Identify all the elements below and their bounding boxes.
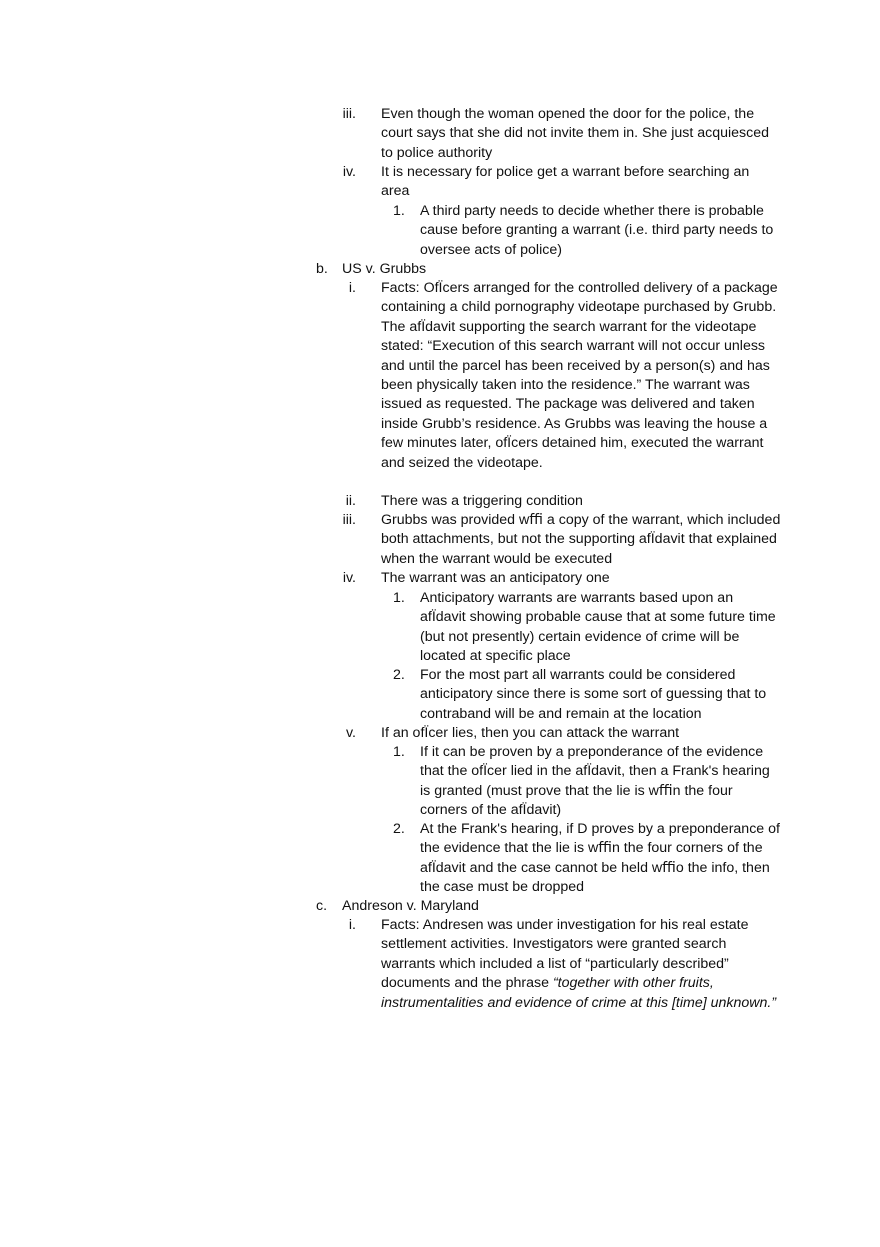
list-item-text: The warrant was an anticipatory one (381, 570, 610, 586)
list-item-text: Anticipatory warrants are warrants based upon an afÏdavit showing probable cause that at some future time (but not presently) certain evidence of crime will be located at specific place (420, 590, 776, 665)
list-marker: iv. (342, 164, 356, 180)
list-item-text: For the most part all warrants could be considered anticipatory since there is some sort of guessing that to contraband will be and remain at the location (420, 667, 767, 722)
list-item-b-v-2 (0, 820, 880, 898)
list-marker: b. (316, 261, 328, 277)
list-marker: 1. (393, 203, 405, 219)
list-item-text: A third party needs to decide whether there is probable cause before granting a warrant (i.e. third party needs to oversee acts of police) (420, 203, 774, 258)
list-marker: 1. (393, 590, 405, 606)
facts-text: Facts: Andresen was under investigation for his real estate settlement activities. Investigators were granted search warrants which included a list of “particularly described” documents and the phrase (381, 917, 749, 992)
list-item-c (0, 897, 880, 917)
list-item-c-i (0, 916, 880, 1036)
list-item-a-iv-1 (0, 202, 880, 262)
list-item-b-iv (0, 569, 880, 589)
list-marker: i. (348, 917, 356, 933)
list-item-b-iii (0, 511, 880, 571)
list-item-text: Facts: OfÏcers arranged for the controlled delivery of a package containing a child pornography videotape purchased by Grubb. The afÏdavit supporting the search warrant for the videotape stated: “Execution of this search warrant will not occur unless and until the parcel has been received by a person(s) and has been physically taken into the residence.” The warrant was issued as requested. The package was delivered and taken inside Grubb’s residence. As Grubbs was leaving the house a few minutes later, ofÏcers detained him, executed the warrant and seized the videotape. (381, 280, 778, 471)
list-item-text: Grubbs was provided wﬃ a copy of the warrant, which included both attachments, but not the supporting afÏdavit that explained when the warrant would be executed (381, 512, 781, 567)
list-item-b (0, 260, 880, 280)
list-item-text (381, 916, 781, 1013)
list-item-text: There was a triggering condition (381, 493, 583, 509)
list-item-a-iv (0, 163, 880, 203)
list-marker: iv. (342, 570, 356, 586)
list-marker: iii. (342, 106, 356, 122)
case-heading: US v. Grubbs (342, 261, 427, 277)
list-item-text: Even though the woman opened the door for the police, the court says that she did not invite them in. She just acquiesced to police authority (381, 106, 770, 161)
list-marker: 1. (393, 744, 405, 760)
list-marker: 2. (393, 821, 405, 837)
list-item-b-v-1 (0, 743, 880, 821)
list-item-a-iii (0, 105, 880, 165)
list-item-b-ii (0, 492, 880, 512)
list-marker: i. (348, 280, 356, 296)
quoted-phrase: “together with other fruits, instrumentalities and evidence of crime at this [time] unknown.” (381, 975, 777, 1011)
list-item-b-i (0, 279, 880, 494)
list-marker: iii. (342, 512, 356, 528)
case-heading: Andreson v. Maryland (342, 898, 479, 914)
list-item-b-iv-2 (0, 666, 880, 726)
list-item-text: It is necessary for police get a warrant before searching an area (381, 164, 750, 200)
list-item-b-v (0, 724, 880, 744)
list-item-b-iv-1 (0, 589, 880, 667)
list-item-text: At the Frank's hearing, if D proves by a preponderance of the evidence that the lie is wﬃn the four corners of the afÏdavit and the case cannot be held wﬃo the info, then the case must be dropped (420, 821, 780, 896)
list-item-text: If an ofÏcer lies, then you can attack the warrant (381, 725, 680, 741)
list-marker: ii. (345, 493, 356, 509)
list-marker: 2. (393, 667, 405, 683)
list-marker: v. (346, 725, 356, 741)
list-marker: c. (316, 898, 328, 914)
list-item-text: If it can be proven by a preponderance of the evidence that the ofÏcer lied in the afÏdavit, then a Frank's hearing is granted (must prove that the lie is wﬃn the four corners of the afÏdavit) (420, 744, 770, 819)
